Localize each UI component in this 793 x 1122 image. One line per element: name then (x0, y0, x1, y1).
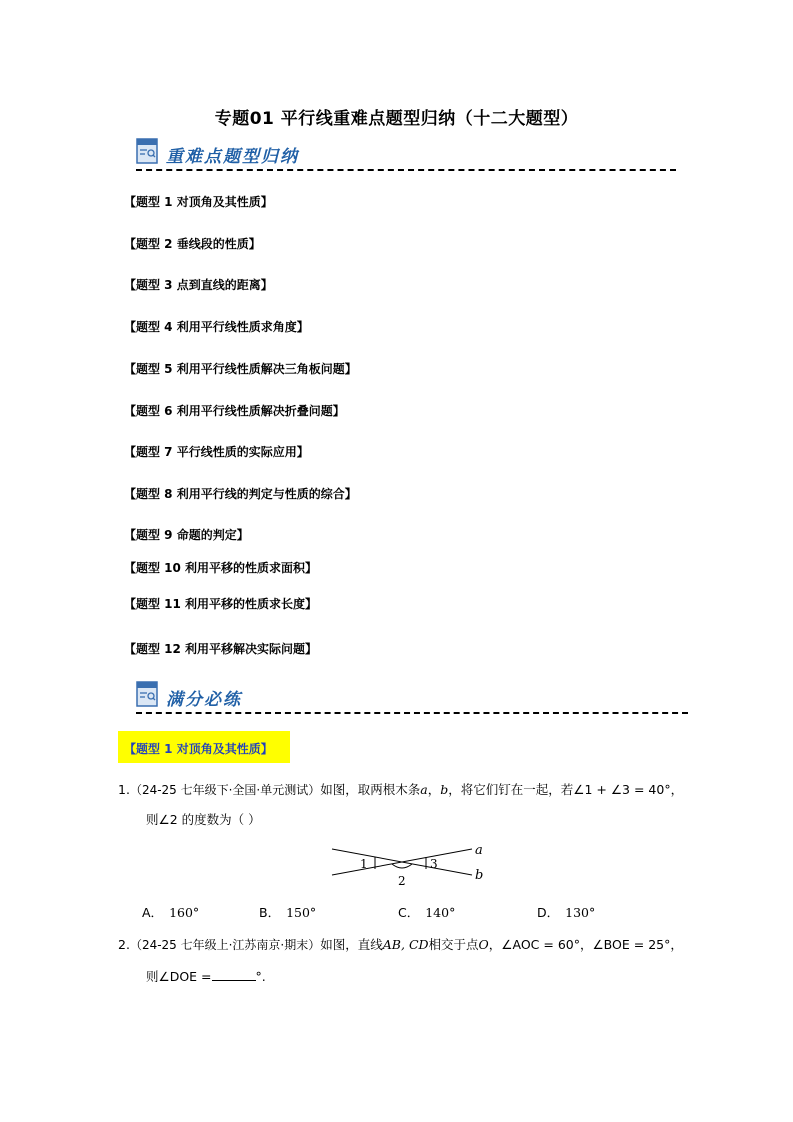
angle-label-1: 1 (360, 857, 368, 871)
question-text: 如图，取两根木条 (320, 782, 421, 797)
variable-a: a (420, 782, 428, 797)
section-label: 满分必练 (166, 690, 242, 710)
option-c[interactable] (398, 903, 455, 921)
page-title: 专题01 平行线重难点题型归纳（十二大题型） (214, 109, 579, 129)
section-header-key-types (136, 138, 676, 174)
section-header-must-practice (136, 681, 688, 717)
section-label: 重难点题型归纳 (166, 147, 299, 167)
crossed-sticks-figure (330, 841, 490, 889)
question-text: ，∠AOC = 60°，∠BOE = 25°， (488, 937, 683, 952)
question-source: （24-25 七年级下·全国·单元测试） (129, 783, 321, 797)
question-text: 如图，直线 (320, 937, 383, 952)
type-item-12: 【题型 12 利用平移解决实际问题】 (124, 642, 318, 656)
type-item-4: 【题型 4 利用平行线性质求角度】 (124, 320, 309, 334)
type-item-8: 【题型 8 利用平行线的判定与性质的综合】 (124, 487, 357, 501)
question-number: 2. (118, 937, 130, 952)
point-name: O (478, 937, 489, 952)
option-letter: A． (142, 905, 164, 920)
question-source: （24-25 七年级上·江苏南京·期末） (129, 938, 321, 952)
type-item-1: 【题型 1 对顶角及其性质】 (124, 195, 273, 209)
question-text: °. (255, 969, 266, 984)
question-text: 则∠DOE = (146, 969, 212, 984)
variable-b: b (440, 782, 449, 797)
type-item-10: 【题型 10 利用平移的性质求面积】 (124, 561, 318, 575)
option-b[interactable] (259, 903, 316, 921)
option-value: 130° (565, 905, 596, 920)
option-a[interactable] (142, 903, 199, 921)
option-value: 160° (169, 905, 200, 920)
answer-blank[interactable] (212, 968, 256, 981)
type-item-5: 【题型 5 利用平行线性质解决三角板问题】 (124, 362, 357, 376)
option-value: 140° (425, 905, 456, 920)
question-text: 相交于点 (428, 937, 479, 952)
line-label-a: a (475, 843, 483, 858)
question-2-line-1 (118, 935, 683, 953)
dashed-divider (136, 712, 688, 714)
highlighted-type-heading-text: 【题型 1 对顶角及其性质】 (124, 742, 273, 756)
type-item-6: 【题型 6 利用平行线性质解决折叠问题】 (124, 404, 345, 418)
question-2-line-2 (146, 967, 266, 985)
highlighted-type-heading (118, 731, 290, 763)
option-letter: C． (398, 905, 420, 920)
type-item-2: 【题型 2 垂线段的性质】 (124, 237, 261, 251)
question-1-line-2: 则∠2 的度数为（ ） (146, 812, 261, 827)
question-number: 1. (118, 782, 130, 797)
option-letter: B． (259, 905, 281, 920)
option-letter: D． (537, 905, 560, 920)
separator: ， (427, 782, 441, 797)
line-label-b: b (475, 868, 484, 883)
type-item-9: 【题型 9 命题的判定】 (124, 528, 249, 542)
type-item-7: 【题型 7 平行线性质的实际应用】 (124, 445, 309, 459)
type-item-3: 【题型 3 点到直线的距离】 (124, 278, 273, 292)
line-names: AB, CD (382, 937, 429, 952)
angle-label-3: 3 (430, 857, 438, 871)
document-icon (136, 138, 158, 164)
angle-label-2: 2 (398, 874, 406, 888)
question-1-line-1 (118, 780, 683, 798)
dashed-divider (136, 169, 676, 171)
option-value: 150° (286, 905, 317, 920)
type-item-11: 【题型 11 利用平移的性质求长度】 (124, 597, 318, 611)
question-text: ，将它们钉在一起，若∠1 + ∠3 = 40°， (448, 782, 684, 797)
document-icon (136, 681, 158, 707)
option-d[interactable] (537, 903, 595, 921)
